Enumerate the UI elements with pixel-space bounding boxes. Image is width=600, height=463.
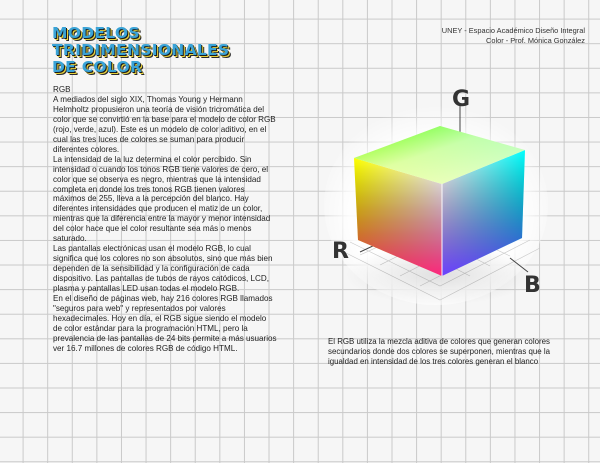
axis-g-label: G (452, 87, 471, 112)
paragraph-2: La intensidad de la luz determina el color percibido. Sin intensidad o cuando los tonos RGB tiene valores de cero, el color que se observa es negro, mientras que la intensidad completa en donde los tres tonos RGB tienen valores máximos de 255, lleva a la percepción del blanco. Hay diferentes intensidades que producen el matiz de un color, mientras que la diferencia entre la mayor y menor intensidad del color hace que el color resultante sea más o menos saturado. (53, 154, 271, 244)
rgb-cube-illustration (320, 80, 552, 312)
page-title-line-2: DE COLOR (52, 58, 143, 76)
axis-r-label: R (332, 239, 349, 264)
body-text (53, 85, 277, 354)
section-heading: RGB (53, 85, 71, 94)
paragraph-4: En el diseño de páginas web, hay 216 colores RGB llamados "seguros para web" y representados por valores hexadecimales. Hoy en día, el RGB sigue siendo el modelo de color estándar para la programación HTML, pero la prevalencia de las pantallas de 24 bits permite a más usuarios ver 16.7 millones de colores RGB de código HTML. (53, 294, 277, 353)
page-title-line-1: MODELOS TRIDIMENSIONALES (52, 24, 230, 59)
course-label: Color - Prof. Mónica González (486, 35, 585, 45)
rgb-cube-figure (320, 80, 552, 312)
axis-b-label: B (524, 273, 541, 298)
figure-caption: El RGB utiliza la mezcla aditiva de colores que generan colores secundarios donde dos colores se superponen, mientras que la igualdad en intensidad de los tres colores generan el blanco (328, 337, 550, 366)
paragraph-1: A mediados del siglo XIX, Thomas Young y Hermann Helmholtz propusieron una teoría de visión tricromática del color que se convirtió en la base para el modelo de color RGB (rojo, verde, azul). Este es un modelo de color aditivo, en el cual las tres luces de colores se suman para producir diferentes colores. (53, 94, 276, 154)
page-title (52, 25, 312, 76)
paragraph-3: Las pantallas electrónicas usan el modelo RGB, lo cual significa que los colores no son absolutos, sino que más bien dependen de la sensibilidad y la configuración de cada dispositivo. Las pantallas de tubos de rayos catódicos, LCD, plasma y pantallas LED usan todas el modelo RGB. (53, 244, 273, 294)
header-info (442, 26, 585, 45)
institution-label: UNEY - Espacio Académico Diseño Integral (441, 26, 585, 35)
